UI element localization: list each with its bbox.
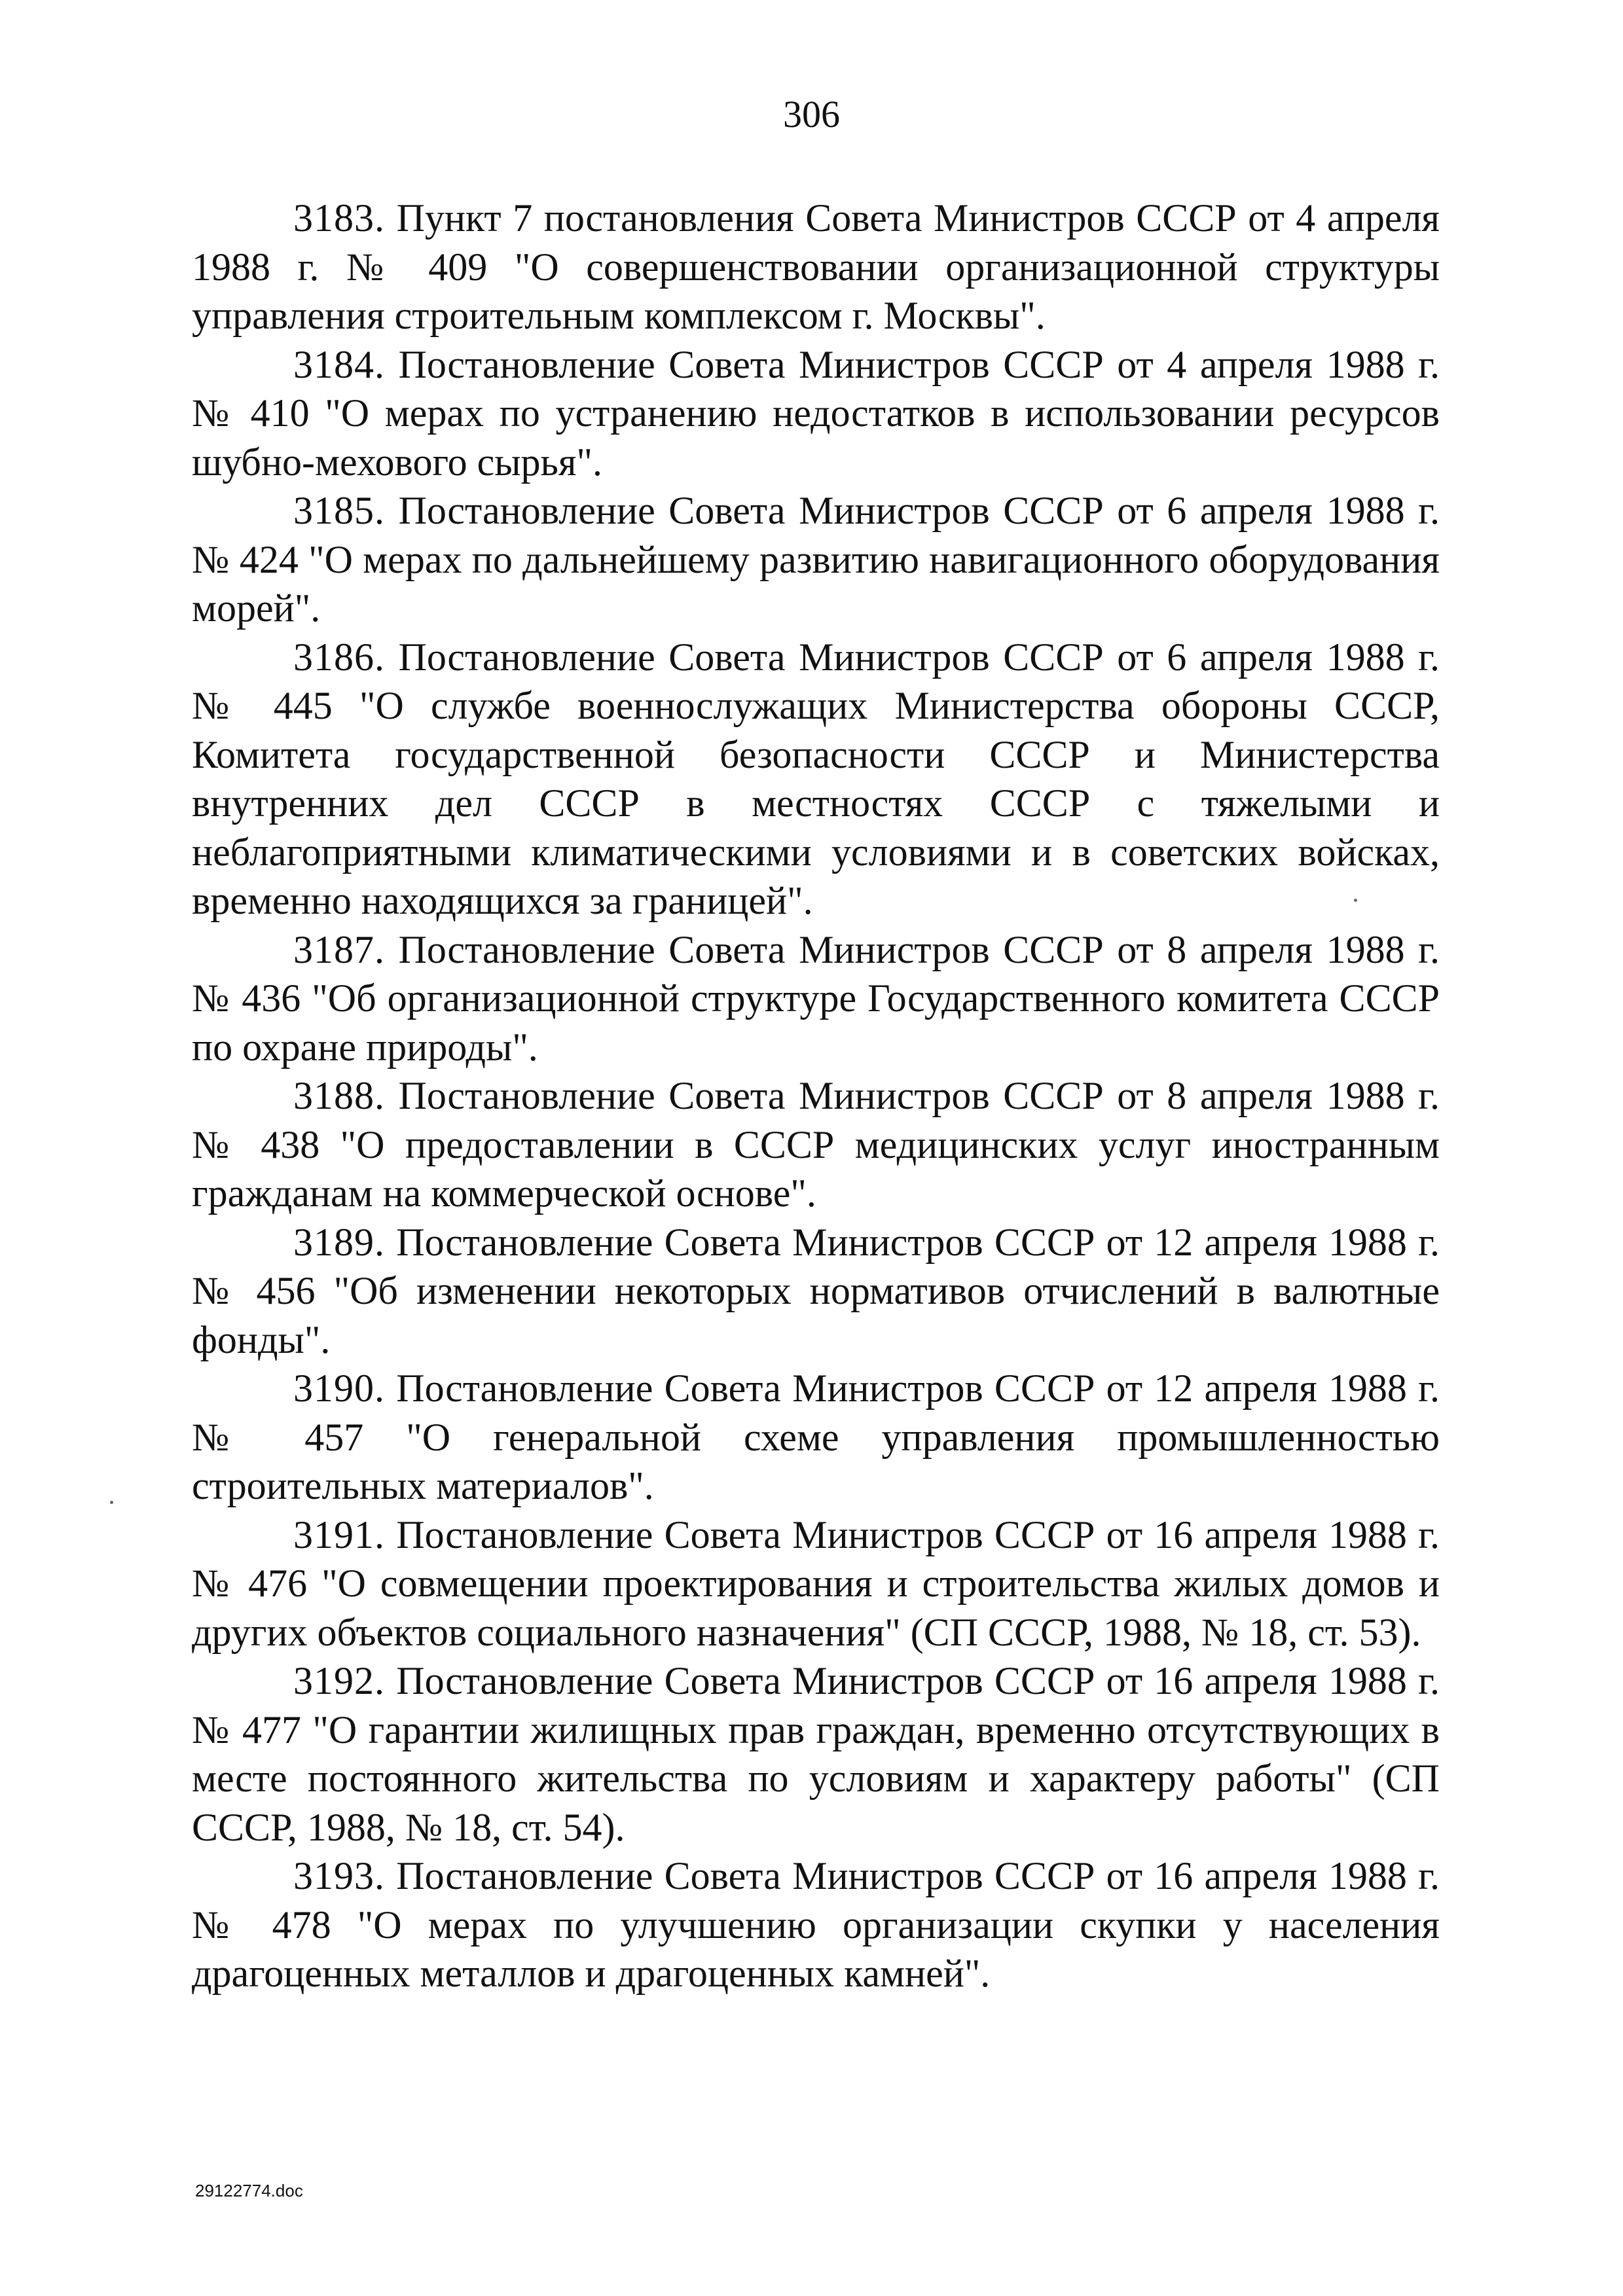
list-item: [192, 1852, 1440, 1998]
page-number: 306: [783, 93, 840, 135]
entry-number: 3184.: [293, 342, 385, 386]
entry-number: 3192.: [293, 1659, 385, 1702]
entry-text: Постановление Совета Министров СССР от 16 апреля 1988 г. № 476 "О совмещении проектирования и строительства жилых домов и других объектов социального назначения" (СП СССР, 1988, № 18, ст. 53).: [192, 1513, 1440, 1654]
entry-text: Постановление Совета Министров СССР от 12 апреля 1988 г. № 457 "О генеральной схеме управления промышленностью строительных материалов".: [192, 1367, 1440, 1507]
entry-text: Постановление Совета Министров СССР от 8 апреля 1988 г. № 436 "Об организационной структуре Государственного комитета СССР по охране природы".: [192, 927, 1440, 1069]
list-item: [192, 486, 1440, 633]
entry-number: 3188.: [293, 1074, 385, 1117]
entry-text: Постановление Совета Министров СССР от 6 апреля 1988 г. № 445 "О службе военнослужащих Министерства обороны СССР, Комитета государственной безопасности СССР и Министерства внутренних дел СССР в местностях СССР с тяжелыми и неблагоприятными климатическими условиями и в советских войсках, временно находящихся за границей".: [192, 635, 1440, 922]
entry-text: Постановление Совета Министров СССР от 8 апреля 1988 г. № 438 "О предоставлении в СССР медицинских услуг иностранным гражданам на коммерческой основе".: [192, 1074, 1440, 1215]
entry-number: 3185.: [293, 489, 385, 532]
entry-number: 3183.: [293, 196, 385, 240]
list-item: [192, 194, 1440, 340]
list-item: [192, 1657, 1440, 1852]
entry-text: Постановление Совета Министров СССР от 16 апреля 1988 г. № 478 "О мерах по улучшению организации скупки у населения драгоценных металлов и драгоценных камней".: [192, 1854, 1440, 1995]
entry-text: Постановление Совета Министров СССР от 4 апреля 1988 г. № 410 "О мерах по устранению недостатков в использовании ресурсов шубно-мехового сырья".: [192, 342, 1440, 484]
entry-number: 3191.: [293, 1513, 385, 1556]
entry-number: 3193.: [293, 1854, 385, 1897]
entry-number: 3186.: [293, 635, 385, 679]
list-item: [192, 340, 1440, 487]
list-item: [192, 1071, 1440, 1218]
entry-text: Постановление Совета Министров СССР от 6 апреля 1988 г. № 424 "О мерах по дальнейшему развитию навигационного оборудования морей".: [192, 489, 1440, 630]
list-item: [192, 1218, 1440, 1365]
footer-filename: 29122774.doc: [195, 2181, 303, 2200]
entry-text: Постановление Совета Министров СССР от 16 апреля 1988 г. № 477 "О гарантии жилищных прав граждан, временно отсутствующих в месте постоянного жительства по условиям и характеру работы" (СП СССР, 1988, № 18, ст. 54).: [192, 1659, 1440, 1849]
list-item: [192, 925, 1440, 1072]
scan-speck: [110, 1501, 113, 1504]
entries-list: [192, 194, 1440, 1998]
entry-number: 3190.: [293, 1367, 385, 1410]
entry-number: 3189.: [293, 1220, 385, 1264]
list-item: [192, 1511, 1440, 1657]
entry-number: 3187.: [293, 927, 385, 971]
scan-speck: [1354, 899, 1357, 902]
entry-text: Пункт 7 постановления Совета Министров СССР от 4 апреля 1988 г. № 409 "О совершенствовании организационной структуры управления строительным комплексом г. Москвы".: [192, 196, 1440, 337]
entry-text: Постановление Совета Министров СССР от 12 апреля 1988 г. № 456 "Об изменении некоторых нормативов отчислений в валютные фонды".: [192, 1220, 1440, 1361]
list-item: [192, 633, 1440, 925]
list-item: [192, 1364, 1440, 1511]
